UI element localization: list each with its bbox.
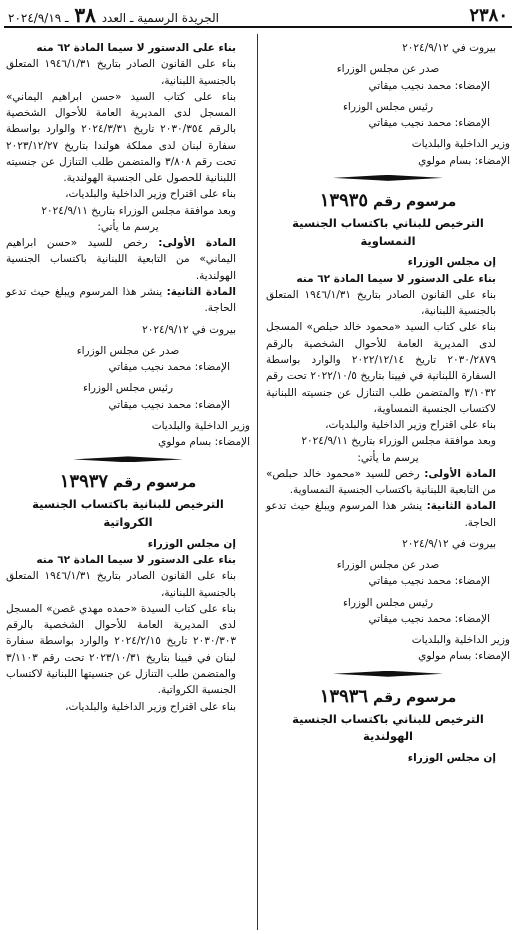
title-line: وزير الداخلية والبلديات <box>151 419 250 432</box>
decree-number: ١٣٩٣٦ <box>319 685 369 707</box>
article <box>266 466 510 499</box>
signature: الإمضاء: محمد نجيب ميقاتي <box>108 361 230 374</box>
article-label: المادة الثانية: <box>166 285 236 298</box>
gazette-prefix: الجريدة الرسمية ـ العدد <box>101 11 220 25</box>
decree-intro: يرسم ما يأتي: <box>357 451 419 464</box>
date-line: بيروت في ٢٠٢٤/٩/١٢ <box>402 42 496 54</box>
decree-intro: يرسم ما يأتي: <box>97 220 159 233</box>
clause: بناء على الدستور لا سيما المادة ٦٢ منه <box>36 554 236 567</box>
decree-number: ١٣٩٣٧ <box>59 471 109 493</box>
decree-heading <box>266 187 510 215</box>
article-text: ينشر هذا المرسوم ويبلغ حيث تدعو الحاجة. <box>6 285 236 315</box>
clause: بناء على اقتراح وزير الداخلية والبلديات، <box>65 188 236 201</box>
right-column <box>266 40 510 930</box>
issue-number: ٣٨ <box>74 3 96 27</box>
page-header <box>4 4 512 28</box>
article-text: رخص للسيد «حسن ابراهيم اليماني» من التابعية اللبنانية باكتساب الجنسية الهولندية. <box>6 237 236 282</box>
signature: الإمضاء: محمد نجيب ميقاتي <box>368 612 490 625</box>
signature: الإمضاء: بسام مولوي <box>418 154 510 167</box>
title-line: رئيس مجلس الوزراء <box>82 382 174 395</box>
article-label: المادة الأولى: <box>158 237 236 250</box>
clause: بناء على القانون الصادر بتاريخ ١٩٤٦/١/٣١ المتعلق بالجنسية اللبنانية، <box>266 288 496 318</box>
article-text: رخص للسيد «محمود خالد حبلص» من التابعية اللبنانية باكتساب الجنسية النمساوية. <box>266 467 496 497</box>
decree-label: مرسوم رقم <box>112 475 197 492</box>
clause: بناء على كتاب السيد «حسن ابراهيم اليماني» المسجل لدى المديرية العامة للأحوال الشخصية بالرقم ٢٠٣٠/٣٥٤ تاريخ ٢٠٢٤/٣/٣١ والوارد بواسطة سفارة لبنان لدى مملكة هولندا بتاريخ ٢٠٢٣/١٢/٢٧ تحت رقم ٣/٨٠٨ والمتضمن طلب التنازل عن جنسيته اللبنانية للحصول على الجنسية الهولندية. <box>6 90 236 185</box>
date-line: بيروت في ٢٠٢٤/٩/١٢ <box>142 323 236 336</box>
article-label: المادة الثانية: <box>426 500 496 513</box>
decree-label: مرسوم رقم <box>372 689 457 706</box>
signature: الإمضاء: بسام مولوي <box>418 650 510 663</box>
signature: الإمضاء: محمد نجيب ميقاتي <box>108 398 230 411</box>
decree-label: مرسوم رقم <box>372 193 457 210</box>
signature: الإمضاء: محمد نجيب ميقاتي <box>368 79 490 92</box>
decree-title: الترخيص للبناني باكتساب الجنسية النمساوية <box>292 215 484 248</box>
title-line: رئيس مجلس الوزراء <box>342 100 434 113</box>
clause: بناء على كتاب السيدة «حمده مهدي غصن» المسجل لدى المديرية العامة للأحوال الشخصية بالرقم ٢٠٣٠/٣٠٣ تاريخ ٢٠٢٤/٢/١٥ والوارد بواسطة سفارة لبنان في فيينا بتاريخ ٢٠٢٣/١٠/٣١ تحت رقم ٣/١١٠٣ والمتضمن طلب التنازل عن جنسيتها اللبنانية لاكتساب الجنسية الكرواتية. <box>6 602 236 697</box>
title-line: وزير الداخلية والبلديات <box>411 138 510 151</box>
section-separator <box>73 456 183 462</box>
council-line: إن مجلس الوزراء <box>407 752 496 765</box>
clause: بناء على اقتراح وزير الداخلية والبلديات، <box>65 700 236 713</box>
council-line: إن مجلس الوزراء <box>147 537 236 550</box>
left-column <box>6 40 250 930</box>
clause: بناء على كتاب السيد «محمود خالد حبلص» المسجل لدى المديرية العامة للأحوال الشخصية بالرقم ٢٠٣٠/٢٨٧٩ تاريخ ٢٠٢٢/١٢/١٤ والوارد بواسطة السفارة اللبنانية في فيينا بتاريخ ٢٠٢٢/١٠/٥ تحت رقم ٣/١٠٣٢ والمتضمن طلب التنازل عن جنسيته اللبنانية لاكتساب الجنسية النمساوية، <box>266 321 496 415</box>
date-line: بيروت في ٢٠٢٤/٩/١٢ <box>402 537 496 550</box>
clause: وبعد موافقة مجلس الوزراء بتاريخ ٢٠٢٤/٩/١١ <box>41 204 236 217</box>
column-divider <box>257 34 258 930</box>
signature: الإمضاء: محمد نجيب ميقاتي <box>368 575 490 588</box>
article-label: المادة الأولى: <box>424 467 496 480</box>
title-line: وزير الداخلية والبلديات <box>411 634 510 647</box>
issued-by: صدر عن مجلس الوزراء <box>336 63 440 76</box>
clause: بناء على القانون الصادر بتاريخ ١٩٤٦/١/٣١ المتعلق بالجنسية اللبنانية، <box>6 58 236 87</box>
decree-number: ١٣٩٣٥ <box>319 189 369 211</box>
decree-title: الترخيص للبناني باكتساب الجنسية الهولندية <box>292 711 484 744</box>
signature: الإمضاء: بسام مولوي <box>158 436 250 449</box>
clause: بناء على اقتراح وزير الداخلية والبلديات، <box>325 419 496 432</box>
section-separator <box>333 671 443 677</box>
clause: وبعد موافقة مجلس الوزراء بتاريخ ٢٠٢٤/٩/١١ <box>301 435 496 448</box>
article-text: ينشر هذا المرسوم ويبلغ حيث تدعو الحاجة. <box>266 500 496 529</box>
article <box>266 498 510 531</box>
decree-heading <box>6 468 250 496</box>
article <box>6 235 250 284</box>
section-separator <box>333 175 443 181</box>
clause: بناء على القانون الصادر بتاريخ ١٩٤٦/١/٣١ المتعلق بالجنسية اللبنانية، <box>6 570 236 599</box>
clause: بناء على الدستور لا سيما المادة ٦٢ منه <box>36 42 236 54</box>
clause: بناء على الدستور لا سيما المادة ٦٢ منه <box>296 272 496 285</box>
page-number: ٢٣٨٠ <box>469 4 508 26</box>
issue-date: ـ ٢٠٢٤/٩/١٩ <box>8 11 69 25</box>
issued-by: صدر عن مجلس الوزراء <box>76 344 180 357</box>
council-line: إن مجلس الوزراء <box>407 256 496 269</box>
issued-by: صدر عن مجلس الوزراء <box>336 559 440 572</box>
title-line: رئيس مجلس الوزراء <box>342 596 434 609</box>
gazette-title <box>8 3 219 27</box>
article <box>6 284 250 317</box>
decree-title: الترخيص للبنانية باكتساب الجنسية الكرواتية <box>32 497 224 530</box>
decree-heading <box>266 683 510 711</box>
signature: الإمضاء: محمد نجيب ميقاتي <box>368 117 490 130</box>
